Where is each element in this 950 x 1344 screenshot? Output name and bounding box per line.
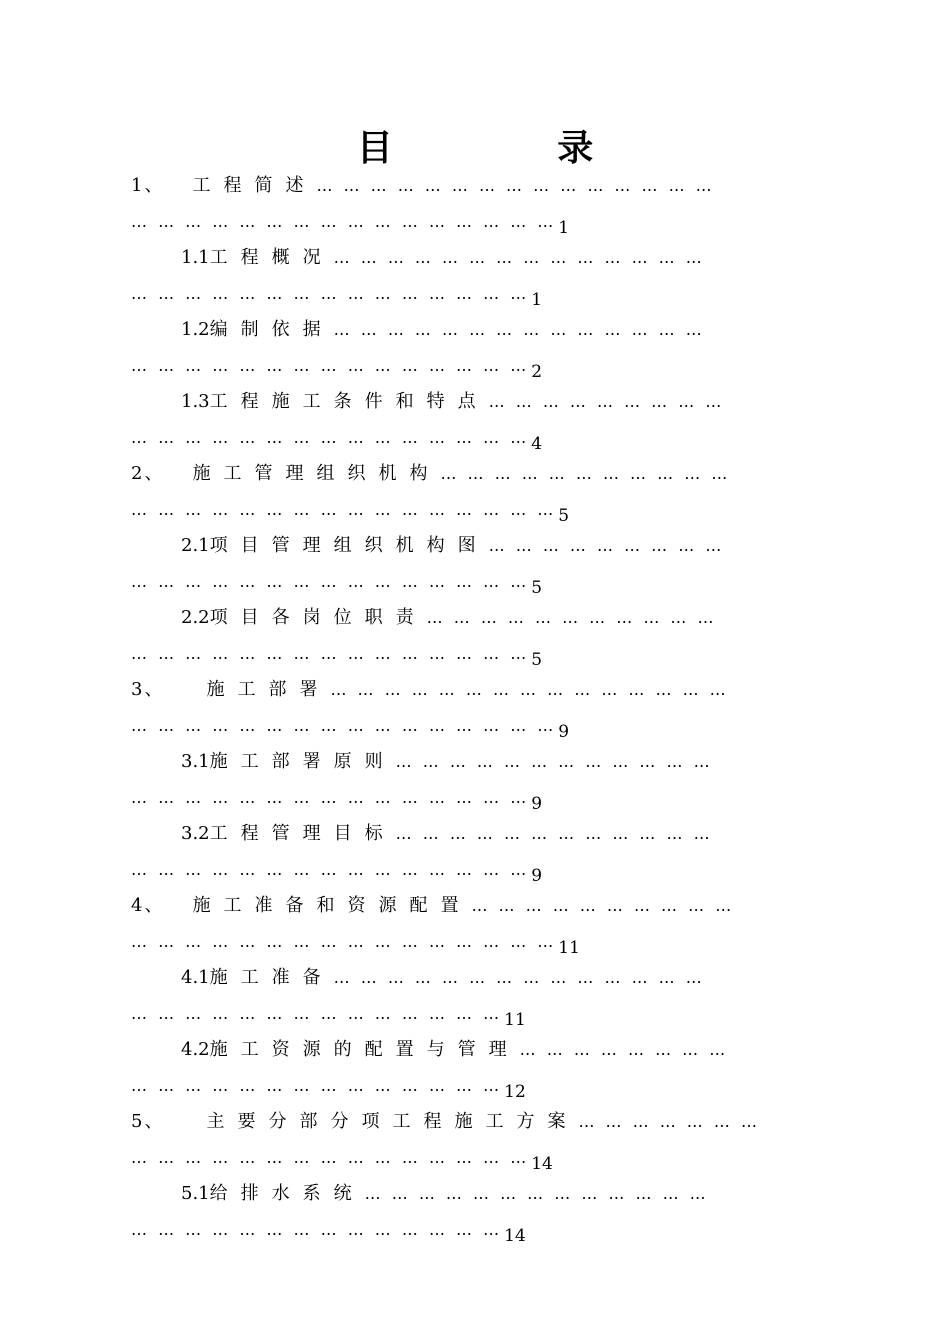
toc-entry[interactable]: [0, 818, 950, 890]
section-separator: 、: [144, 175, 163, 196]
toc-entry[interactable]: [0, 314, 950, 386]
toc-entry-line-1: [181, 820, 713, 848]
section-title: 工程概况: [209, 247, 334, 268]
page-number: 9: [531, 794, 543, 814]
section-number: 1.3: [181, 391, 210, 412]
page-number: 5: [558, 506, 570, 526]
toc-entry-line-2: [131, 424, 542, 452]
dot-leader: … … … … … … … … … … …: [440, 464, 731, 483]
dot-leader: … … … … … … … … … … … … … … …: [131, 428, 530, 447]
section-title: 主要分部分项工程施工方案: [206, 1111, 579, 1132]
page-number: 5: [531, 650, 543, 670]
dot-leader: … … … … … … … … …: [488, 536, 725, 555]
section-title: 项目管理组织机构图: [209, 535, 489, 556]
section-number: 4: [131, 895, 143, 916]
section-separator: 、: [144, 1111, 163, 1132]
section-title: 施工部署: [206, 679, 331, 700]
dot-leader: … … … … … … … … … … … … … …: [333, 320, 705, 339]
section-number: 1.2: [181, 319, 210, 340]
dot-leader: … … … … … … … … … … … … … … …: [131, 284, 530, 303]
section-number: 2: [131, 463, 143, 484]
section-number: 3.1: [181, 751, 210, 772]
toc-entry-line-1: [181, 388, 724, 416]
dot-leader: … … … … … … … … … … … … … … …: [131, 644, 530, 663]
dot-leader: … … … … … … … … … … … …: [395, 824, 713, 843]
dot-leader: … … … … … … … … … … … … … …: [333, 968, 705, 987]
toc-entry-line-1: [181, 1180, 709, 1208]
toc-entry[interactable]: [0, 962, 950, 1034]
dot-leader: … … … … … … … … … … … … … …: [131, 1076, 503, 1095]
dot-leader: … … … … … … … … … … … … … … …: [330, 680, 729, 699]
toc-entry-line-2: [131, 1072, 526, 1100]
toc-entry-line-2: [131, 208, 569, 236]
dot-leader: … … … … … … …: [578, 1112, 760, 1131]
section-title: 施工资源的配置与管理: [209, 1039, 520, 1060]
toc-entry[interactable]: [0, 242, 950, 314]
dot-leader: … … … … … … … … … … … … … … … …: [131, 500, 557, 519]
section-number: 5: [131, 1111, 143, 1132]
section-number: 2.2: [181, 607, 210, 628]
section-title: 工程管理目标: [209, 823, 396, 844]
dot-leader: … … … … … … … … … … … … … … …: [131, 788, 530, 807]
toc-entry[interactable]: [0, 890, 950, 962]
toc-entry-line-2: [131, 568, 542, 596]
page-number: 11: [558, 938, 580, 958]
toc-entry-line-1: [131, 1108, 760, 1136]
page-number: 12: [504, 1082, 526, 1102]
toc-entry-line-2: [131, 1216, 526, 1244]
dot-leader: … … … … … … … … … … …: [426, 608, 717, 627]
section-title: 施工准备: [209, 967, 334, 988]
section-title: 项目各岗位职责: [209, 607, 427, 628]
toc-entry-line-2: [131, 712, 569, 740]
section-title: 施工准备和资源配置: [192, 895, 472, 916]
toc-entry-line-1: [181, 316, 705, 344]
toc-entry-line-2: [131, 1000, 526, 1028]
page-number: 9: [531, 866, 543, 886]
dot-leader: … … … … … … … … … … … … … … …: [316, 176, 715, 195]
toc-entry-line-1: [181, 964, 705, 992]
toc-entry[interactable]: [0, 1106, 950, 1178]
page-title: 目 录: [356, 127, 670, 169]
toc-entry[interactable]: [0, 458, 950, 530]
page-number: 2: [531, 362, 543, 382]
toc-entry[interactable]: [0, 530, 950, 602]
section-title: 给排水系统: [209, 1183, 365, 1204]
toc-entry-line-1: [131, 460, 730, 488]
page-number: 5: [531, 578, 543, 598]
section-separator: 、: [144, 679, 163, 700]
toc-entry[interactable]: [0, 386, 950, 458]
dot-leader: … … … … … … … … … … … … … … …: [131, 356, 530, 375]
dot-leader: … … … … … … … … … …: [471, 896, 735, 915]
toc-entry-line-1: [181, 748, 713, 776]
section-separator: 、: [144, 895, 163, 916]
section-title: 施工管理组织机构: [192, 463, 441, 484]
section-number: 4.2: [181, 1039, 210, 1060]
toc-entry-line-1: [181, 532, 724, 560]
section-title: 工程简述: [192, 175, 317, 196]
toc-entry-line-1: [181, 604, 717, 632]
section-title: 编制依据: [209, 319, 334, 340]
table-of-contents: [0, 170, 950, 1250]
toc-entry[interactable]: [0, 746, 950, 818]
toc-entry-line-2: [131, 280, 542, 308]
toc-entry-line-2: [131, 784, 542, 812]
dot-leader: … … … … … … … … … … … … … …: [131, 1004, 503, 1023]
section-number: 1.1: [181, 247, 210, 268]
section-number: 4.1: [181, 967, 210, 988]
page-number: 1: [558, 218, 570, 238]
dot-leader: … … … … … … … … …: [488, 392, 725, 411]
toc-entry[interactable]: [0, 170, 950, 242]
toc-entry-line-2: [131, 352, 542, 380]
dot-leader: … … … … … … … … … … … … … … … …: [131, 212, 557, 231]
section-number: 3.2: [181, 823, 210, 844]
toc-entry-line-2: [131, 928, 580, 956]
dot-leader: … … … … … … … … … … … … …: [364, 1184, 709, 1203]
toc-entry-line-1: [181, 244, 705, 272]
toc-entry[interactable]: [0, 1178, 950, 1250]
section-number: 3: [131, 679, 143, 700]
page-number: 4: [531, 434, 543, 454]
section-title: 施工部署原则: [209, 751, 396, 772]
toc-entry-line-2: [131, 640, 542, 668]
dot-leader: … … … … … … … … … … … … … … … …: [131, 932, 557, 951]
section-separator: 、: [144, 463, 163, 484]
section-number: 5.1: [181, 1183, 210, 1204]
toc-entry-line-1: [131, 892, 734, 920]
toc-entry-line-2: [131, 856, 542, 884]
dot-leader: … … … … … … … … … … … … … … … …: [131, 716, 557, 735]
dot-leader: … … … … … … … … … … … …: [395, 752, 713, 771]
toc-entry-line-1: [181, 1036, 728, 1064]
toc-entry-line-2: [131, 1144, 553, 1172]
section-number: 1: [131, 175, 143, 196]
page-number: 14: [531, 1154, 553, 1174]
page-number: 9: [558, 722, 570, 742]
toc-entry-line-1: [131, 676, 729, 704]
dot-leader: … … … … … … … … … … … … … …: [333, 248, 705, 267]
section-number: 2.1: [181, 535, 210, 556]
dot-leader: … … … … … … … … … … … … … … …: [131, 572, 530, 591]
page-number: 11: [504, 1010, 526, 1030]
dot-leader: … … … … … … … … … … … … … … …: [131, 860, 530, 879]
toc-entry[interactable]: [0, 674, 950, 746]
toc-entry[interactable]: [0, 1034, 950, 1106]
dot-leader: … … … … … … … … … … … … … … …: [131, 1148, 530, 1167]
toc-entry-line-2: [131, 496, 569, 524]
page-number: 1: [531, 290, 543, 310]
toc-entry[interactable]: [0, 602, 950, 674]
section-title: 工程施工条件和特点: [209, 391, 489, 412]
page-number: 14: [504, 1226, 526, 1246]
dot-leader: … … … … … … … …: [519, 1040, 729, 1059]
dot-leader: … … … … … … … … … … … … … …: [131, 1220, 503, 1239]
toc-entry-line-1: [131, 172, 715, 200]
